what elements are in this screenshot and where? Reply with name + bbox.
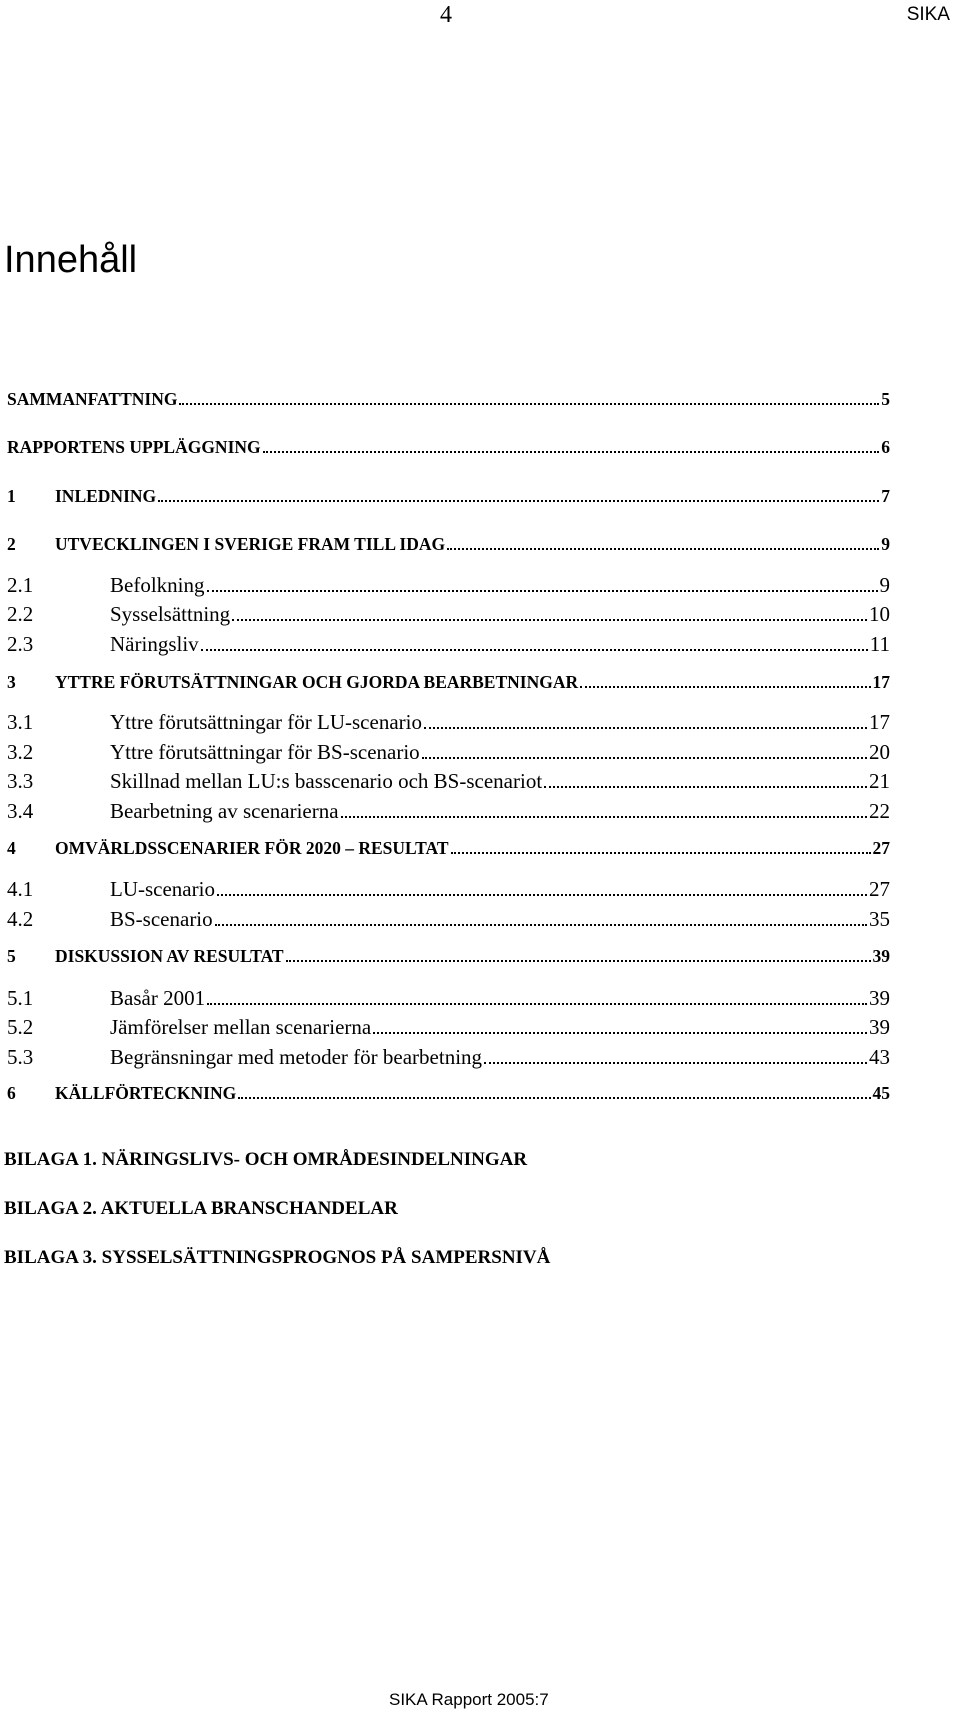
toc-entry[interactable] — [7, 1045, 890, 1073]
toc-entry-title: KÄLLFÖRTECKNING — [55, 1083, 237, 1103]
toc-entry-number: 2.3 — [7, 632, 34, 656]
toc-entry-number: 6 — [7, 1083, 16, 1103]
dot-leader — [580, 676, 870, 689]
toc-entry-number: 5.2 — [7, 1015, 34, 1039]
header-label: SIKA — [906, 4, 950, 25]
toc-entry-number: 4.1 — [7, 877, 34, 901]
dot-leader — [158, 490, 879, 503]
toc-entry-title: Jämförelser mellan scenarierna — [110, 1015, 372, 1039]
toc-entry-page: 27 — [872, 838, 890, 858]
dot-leader — [207, 577, 878, 592]
toc-entry-number: 3.1 — [7, 710, 34, 734]
toc-entry[interactable] — [7, 769, 890, 797]
toc-entry-title: OMVÄRLDSSCENARIER FÖR 2020 – RESULTAT — [55, 838, 449, 858]
dot-leader — [263, 441, 880, 454]
dot-leader — [238, 1087, 870, 1100]
toc-entry-number: 5.3 — [7, 1045, 34, 1069]
toc-entry-page: 22 — [869, 799, 890, 823]
toc-entry[interactable] — [7, 877, 890, 905]
toc-entry[interactable] — [7, 1083, 890, 1111]
toc-entry-page: 39 — [869, 986, 890, 1010]
toc-entry-number: 3 — [7, 672, 16, 692]
toc-entry-page: 6 — [881, 437, 890, 457]
toc-entry[interactable] — [7, 740, 890, 768]
toc-entry-number: 2.1 — [7, 573, 34, 597]
toc-entry-title: Basår 2001 — [110, 986, 206, 1010]
toc-entry[interactable] — [7, 799, 890, 827]
dot-leader — [544, 773, 867, 788]
toc-entry[interactable] — [7, 602, 890, 630]
toc-entry-number: 5.1 — [7, 986, 34, 1010]
toc-entry-page: 43 — [869, 1045, 890, 1069]
toc-entry-title: DISKUSSION AV RESULTAT — [55, 946, 284, 966]
dot-leader — [447, 538, 879, 551]
toc-entry-title: Bearbetning av scenarierna — [110, 799, 339, 823]
toc-entry-title: YTTRE FÖRUTSÄTTNINGAR OCH GJORDA BEARBETNINGAR — [55, 672, 579, 692]
dot-leader — [424, 714, 867, 729]
toc-entry[interactable] — [7, 907, 890, 935]
toc-entry-number: 3.3 — [7, 769, 34, 793]
toc-entry-title: Näringsliv — [110, 632, 199, 656]
toc-entry-page: 27 — [869, 877, 890, 901]
toc-entry-number: 2.2 — [7, 602, 34, 626]
toc-entry-title: SAMMANFATTNING — [7, 389, 178, 409]
toc-entry-title: RAPPORTENS UPPLÄGGNING — [7, 437, 261, 457]
toc-entry-number: 1 — [7, 486, 16, 506]
dot-leader — [484, 1049, 867, 1064]
toc-entry-title: Begränsningar med metoder för bearbetning — [110, 1045, 483, 1069]
toc-entry-page: 39 — [869, 1015, 890, 1039]
toc-entry-number: 5 — [7, 946, 16, 966]
toc-entry[interactable] — [7, 486, 890, 514]
toc-entry-title: BS-scenario — [110, 907, 213, 931]
toc-entry-number: 4.2 — [7, 907, 34, 931]
toc-entry[interactable] — [7, 573, 890, 601]
toc-entry-title: Yttre förutsättningar för BS-scenario — [110, 740, 420, 764]
toc-entry-page: 10 — [869, 602, 890, 626]
toc-entry-number: 3.4 — [7, 799, 34, 823]
toc-entry-title: Yttre förutsättningar för LU-scenario — [110, 710, 422, 734]
toc-entry-page: 45 — [872, 1083, 890, 1103]
toc-entry[interactable] — [7, 986, 890, 1014]
footer-report-id: SIKA Rapport 2005:7 — [389, 1690, 549, 1709]
toc-entry-page: 9 — [879, 573, 890, 597]
toc-entry-page: 17 — [872, 672, 890, 692]
dot-leader — [341, 803, 867, 818]
dot-leader — [215, 911, 867, 926]
dot-leader — [201, 636, 868, 651]
toc-entry[interactable] — [7, 534, 890, 562]
toc-entry-page: 5 — [881, 389, 890, 409]
toc-entry-page: 35 — [869, 907, 890, 931]
dot-leader — [286, 950, 871, 963]
toc-entry-page: 9 — [881, 534, 890, 554]
appendix-entry[interactable]: BILAGA 1. NÄRINGSLIVS- OCH OMRÅDESINDELNINGAR — [4, 1149, 528, 1170]
dot-leader — [232, 606, 867, 621]
toc-entry[interactable] — [7, 838, 890, 866]
toc-entry-title: INLEDNING — [55, 486, 157, 506]
toc-entry[interactable] — [7, 389, 890, 417]
toc-entry-page: 17 — [869, 710, 890, 734]
toc-entry-page: 20 — [869, 740, 890, 764]
dot-leader — [422, 744, 867, 759]
toc-entry[interactable] — [7, 672, 890, 700]
appendix-entry[interactable]: BILAGA 2. AKTUELLA BRANSCHANDELAR — [4, 1198, 398, 1219]
toc-entry-title: UTVECKLINGEN I SVERIGE FRAM TILL IDAG — [55, 534, 446, 554]
toc-entry-number: 4 — [7, 838, 16, 858]
toc-entry-page: 11 — [869, 632, 890, 656]
toc-entry-number: 3.2 — [7, 740, 34, 764]
dot-leader — [207, 990, 867, 1005]
toc-entry[interactable] — [7, 632, 890, 660]
dot-leader — [451, 842, 871, 855]
appendix-entry[interactable]: BILAGA 3. SYSSELSÄTTNINGSPROGNOS PÅ SAMPERSNIVÅ — [4, 1247, 551, 1268]
toc-entry-page: 39 — [872, 946, 890, 966]
toc-entry[interactable] — [7, 710, 890, 738]
dot-leader — [217, 881, 867, 896]
toc-entry[interactable] — [7, 437, 890, 465]
toc-entry-title: LU-scenario — [110, 877, 215, 901]
page-title: Innehåll — [4, 239, 138, 281]
dot-leader — [179, 393, 879, 406]
dot-leader — [373, 1019, 867, 1034]
toc-entry[interactable] — [7, 1015, 890, 1043]
page-number: 4 — [440, 2, 452, 28]
toc-entry-page: 21 — [869, 769, 890, 793]
toc-entry-title: Befolkning — [110, 573, 205, 597]
toc-entry-page: 7 — [881, 486, 890, 506]
toc-entry-number: 2 — [7, 534, 16, 554]
toc-entry-title: Skillnad mellan LU:s basscenario och BS-scenariot — [110, 769, 543, 793]
toc-entry[interactable] — [7, 946, 890, 974]
toc-entry-title: Sysselsättning — [110, 602, 231, 626]
